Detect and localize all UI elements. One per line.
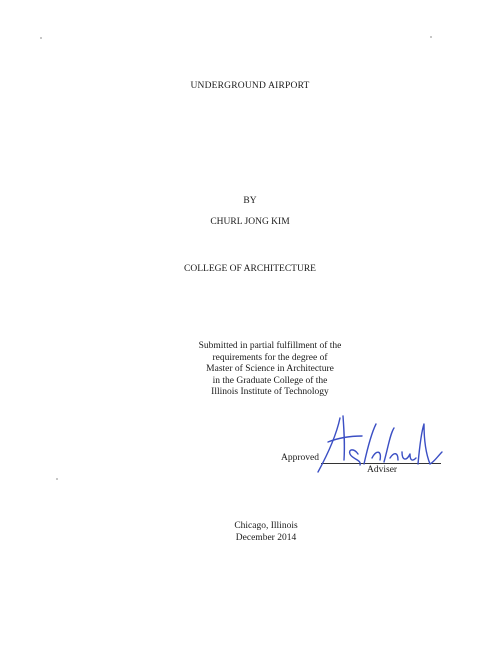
by-label: BY xyxy=(243,196,257,206)
submission-line: Master of Science in Architecture xyxy=(206,364,334,374)
date: December 2014 xyxy=(235,533,297,543)
submission-line: Illinois Institute of Technology xyxy=(211,387,329,397)
approved-label: Approved xyxy=(281,453,319,463)
location-date-block xyxy=(0,520,500,544)
submission-statement xyxy=(0,341,500,399)
location: Chicago, Illinois xyxy=(234,521,298,531)
submission-line: in the Graduate College of the xyxy=(212,375,328,386)
scan-speck xyxy=(56,478,58,480)
submission-line: requirements for the degree of xyxy=(212,352,328,363)
adviser-label: Adviser xyxy=(367,465,398,475)
scan-speck xyxy=(40,37,42,39)
thesis-title: UNDERGROUND AIRPORT xyxy=(190,81,310,91)
college-name: COLLEGE OF ARCHITECTURE xyxy=(184,264,316,274)
submission-line: Submitted in partial fulfillment of the xyxy=(198,341,342,351)
author-name: CHURL JONG KIM xyxy=(210,217,290,227)
scan-speck xyxy=(430,36,432,38)
adviser-signature xyxy=(314,412,448,476)
